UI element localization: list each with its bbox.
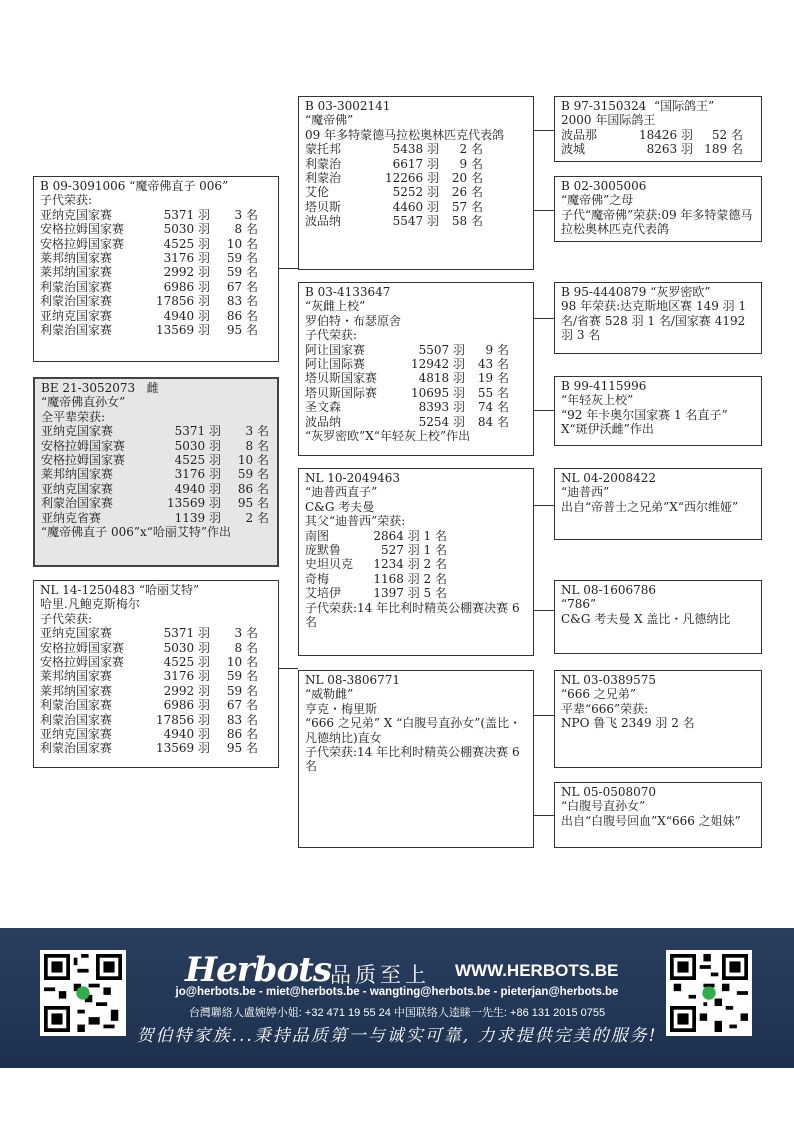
card-line: “威勒雌” xyxy=(305,687,354,702)
race-name: 亚纳克国家赛 xyxy=(40,207,113,222)
race-name: 利蒙治 xyxy=(305,171,342,186)
placing: 57 名 xyxy=(451,199,483,214)
card-line: 亨克・梅里斯 xyxy=(305,701,378,716)
bird-count: 2864 羽 1 名 xyxy=(373,528,447,543)
ddd-card xyxy=(554,782,762,848)
placing: 43 名 xyxy=(477,357,509,372)
placing: 55 名 xyxy=(477,385,509,400)
card-line: “迪普西直子” xyxy=(305,485,378,500)
card-description: “666 之兄弟” X “白腹号直孙女”(盖比・凡德纳比)直女 xyxy=(305,716,522,745)
placing: 59 名 xyxy=(226,683,258,698)
result-row xyxy=(40,698,272,712)
bird-count: 13569 羽 xyxy=(156,741,210,756)
placing: 59 名 xyxy=(226,265,258,280)
result-row xyxy=(305,142,527,156)
result-row xyxy=(305,586,527,600)
race-name: 塔贝斯国家赛 xyxy=(305,371,378,386)
ring-number: B 03-4133647 xyxy=(305,285,391,299)
placing: 2 名 xyxy=(245,510,269,525)
card-line: 哈里.凡鲍克斯梅尔 xyxy=(40,597,140,612)
race-name: 波品纳 xyxy=(305,214,342,229)
race-name: 史坦贝克 xyxy=(305,557,354,572)
card-footnote: “魔帝佛直子 006”x“哈丽艾特”作出 xyxy=(41,525,232,540)
placing: 19 名 xyxy=(477,371,509,386)
placing: 10 名 xyxy=(226,655,258,670)
bird-count: 8263 羽 xyxy=(646,142,693,157)
placing: 95 名 xyxy=(226,741,258,756)
bird-count: 4460 羽 xyxy=(392,199,439,214)
placing: 95 名 xyxy=(226,323,258,338)
race-name: 阿让国际赛 xyxy=(305,357,366,372)
ring-number: NL 04-2008422 xyxy=(561,471,657,485)
result-row xyxy=(305,400,527,414)
card-description: 出自“帝普士之兄弟”X“西尔维娅” xyxy=(561,499,739,514)
bird-count: 4525 羽 xyxy=(174,453,221,468)
dam-sire-card xyxy=(298,468,534,656)
bird-count: 4525 羽 xyxy=(163,236,210,251)
bird-count: 5030 羽 xyxy=(174,438,221,453)
connector xyxy=(534,715,554,716)
result-row xyxy=(305,529,527,543)
placing: 59 名 xyxy=(226,251,258,266)
result-row xyxy=(41,453,271,467)
bird-count: 1168 羽 2 名 xyxy=(373,571,447,586)
card-line: “魔帝佛” xyxy=(305,113,354,128)
result-row xyxy=(40,323,272,337)
placing: 189 名 xyxy=(704,142,743,157)
bird-count: 12942 羽 xyxy=(411,357,465,372)
connector xyxy=(534,815,554,816)
card-line: 平辈“666”荣获: xyxy=(561,701,649,716)
race-name: 利蒙治国家赛 xyxy=(40,698,113,713)
result-row xyxy=(41,511,271,525)
result-row xyxy=(305,343,527,357)
connector xyxy=(534,505,554,506)
ring-number: NL 05-0508070 xyxy=(561,785,657,799)
placing: 84 名 xyxy=(477,414,509,429)
bird-count: 2992 羽 xyxy=(163,265,210,280)
placing: 9 名 xyxy=(459,156,483,171)
placing: 9 名 xyxy=(485,342,509,357)
card-line: “年轻灰上校” xyxy=(561,393,634,408)
bird-count: 6986 羽 xyxy=(163,698,210,713)
result-row xyxy=(40,669,272,683)
dam-dam-card xyxy=(298,670,534,848)
result-row xyxy=(40,237,272,251)
race-name: 波城 xyxy=(561,142,586,157)
bird-count: 8393 羽 xyxy=(418,400,465,415)
placing: 59 名 xyxy=(226,669,258,684)
race-name: 莱邦纳国家赛 xyxy=(40,669,113,684)
brand-logo: Herbots xyxy=(185,950,331,990)
card-line: 子代荣获: xyxy=(305,328,358,343)
race-name: 南图 xyxy=(305,528,330,543)
bird-count: 1234 羽 2 名 xyxy=(373,557,447,572)
race-name: 塔贝斯 xyxy=(305,199,342,214)
result-row xyxy=(305,214,527,228)
race-name: 安格拉姆国家赛 xyxy=(40,222,125,237)
race-name: 波品那 xyxy=(561,127,598,142)
race-name: 艾培伊 xyxy=(305,586,342,601)
ring-number: B 99-4115996 xyxy=(561,379,647,393)
race-name: 庞默鲁 xyxy=(305,543,342,558)
bird-count: 13569 羽 xyxy=(156,323,210,338)
race-name: 安格拉姆国家赛 xyxy=(40,655,125,670)
race-name: 利蒙治国家赛 xyxy=(40,712,113,727)
placing: 58 名 xyxy=(451,214,483,229)
bird-count: 5371 羽 xyxy=(174,424,221,439)
sdd-card xyxy=(554,376,762,446)
result-row xyxy=(41,482,271,496)
card-line: “灰雌上校” xyxy=(305,299,366,314)
placing: 67 名 xyxy=(226,698,258,713)
result-row xyxy=(305,371,527,385)
sire-sire-card xyxy=(298,96,534,270)
placing: 8 名 xyxy=(234,640,258,655)
race-name: 阿让国家赛 xyxy=(305,342,366,357)
ring-number: B 09-3091006 “魔帝佛直子 006” xyxy=(40,179,229,193)
result-row xyxy=(40,626,272,640)
dds-card xyxy=(554,670,762,768)
placing: 67 名 xyxy=(226,279,258,294)
result-row xyxy=(305,415,527,429)
result-row xyxy=(561,128,755,142)
result-row xyxy=(305,185,527,199)
result-row xyxy=(305,543,527,557)
ring-number: NL 08-3806771 xyxy=(305,673,401,687)
race-name: 亚纳克国家赛 xyxy=(41,481,114,496)
card-line: 其父“迪普西”荣获: xyxy=(305,514,406,529)
footer-banner xyxy=(0,928,794,1068)
placing: 83 名 xyxy=(226,294,258,309)
card-description: C&G 考夫曼 X 盖比・凡德纳比 xyxy=(561,611,731,626)
race-name: 莱邦纳国家赛 xyxy=(41,467,114,482)
bird-count: 5371 羽 xyxy=(163,626,210,641)
placing: 86 名 xyxy=(226,727,258,742)
connector xyxy=(534,210,554,211)
bird-count: 5371 羽 xyxy=(163,207,210,222)
sds-card xyxy=(554,282,762,354)
result-row xyxy=(40,294,272,308)
qr-icon xyxy=(670,954,748,1032)
bird-count: 5030 羽 xyxy=(163,640,210,655)
result-row xyxy=(40,265,272,279)
ring-number: NL 14-1250483 “哈丽艾特” xyxy=(40,583,200,597)
bird-count: 2992 羽 xyxy=(163,683,210,698)
result-row xyxy=(40,641,272,655)
placing: 74 名 xyxy=(477,400,509,415)
sire-card xyxy=(33,176,279,362)
connector xyxy=(278,268,298,269)
result-row xyxy=(40,251,272,265)
placing: 52 名 xyxy=(711,127,743,142)
race-name: 亚纳克国家赛 xyxy=(40,308,113,323)
bird-count: 6986 羽 xyxy=(163,279,210,294)
result-row xyxy=(305,171,527,185)
result-row xyxy=(305,557,527,571)
sss-card xyxy=(554,96,762,162)
result-row xyxy=(40,208,272,222)
card-line: C&G 考夫曼 xyxy=(305,499,375,514)
result-row xyxy=(41,424,271,438)
ring-number: NL 10-2049463 xyxy=(305,471,401,485)
bird-count: 6617 羽 xyxy=(392,156,439,171)
bird-count: 17856 羽 xyxy=(156,294,210,309)
card-line: “白腹号直孙女” xyxy=(561,799,646,814)
bird-count: 5030 羽 xyxy=(163,222,210,237)
card-description: 09 年多特蒙德马拉松奥林匹克代表鸽 xyxy=(305,127,505,142)
bird-count: 1139 羽 xyxy=(174,510,221,525)
race-name: 利蒙治国家赛 xyxy=(40,741,113,756)
placing: 3 名 xyxy=(234,626,258,641)
result-row xyxy=(40,280,272,294)
subject-card xyxy=(33,377,279,567)
race-name: 塔贝斯国际赛 xyxy=(305,385,378,400)
bird-count: 5438 羽 xyxy=(392,142,439,157)
result-row xyxy=(40,741,272,755)
result-row xyxy=(40,713,272,727)
race-name: 波品纳 xyxy=(305,414,342,429)
race-name: 莱邦纳国家赛 xyxy=(40,683,113,698)
result-row xyxy=(305,157,527,171)
card-description: “92 年卡奥尔国家赛 1 名直子” X“斑伊沃雌”作出 xyxy=(561,407,728,437)
placing: 26 名 xyxy=(451,185,483,200)
result-row xyxy=(305,572,527,586)
race-name: 蒙托邦 xyxy=(305,142,342,157)
website-link[interactable]: WWW.HERBOTS.BE xyxy=(455,961,619,980)
connector xyxy=(534,318,554,319)
result-row xyxy=(40,684,272,698)
result-row xyxy=(41,467,271,481)
race-name: 亚纳克省赛 xyxy=(41,510,102,525)
race-name: 亚纳克国家赛 xyxy=(40,626,113,641)
race-name: 利蒙治国家赛 xyxy=(40,279,113,294)
card-footnote: 子代荣获:14 年比利时精英公棚赛决赛 6 名 xyxy=(305,600,520,630)
bird-count: 5254 羽 xyxy=(418,414,465,429)
ring-number: B 95-4440879 “灰罗密欧” xyxy=(561,285,711,299)
placing: 20 名 xyxy=(451,171,483,186)
ring-number: NL 08-1606786 xyxy=(561,583,657,597)
brand-tagline: 品质至上 xyxy=(330,963,430,987)
connector xyxy=(534,610,554,611)
bird-count: 18426 羽 xyxy=(639,127,693,142)
placing: 10 名 xyxy=(226,236,258,251)
race-name: 安格拉姆国家赛 xyxy=(40,640,125,655)
race-name: 莱邦纳国家赛 xyxy=(40,265,113,280)
race-name: 亚纳克国家赛 xyxy=(41,424,114,439)
bird-count: 527 羽 1 名 xyxy=(381,543,447,558)
placing: 3 名 xyxy=(245,424,269,439)
race-name: 利蒙治国家赛 xyxy=(41,496,114,511)
contact-phones: 台灣聯絡人盧婉婷小姐: +32 471 19 55 24 中国联络人逵睐一先生: +86 131 2015 0755 xyxy=(188,1007,606,1019)
card-line: “786” xyxy=(561,597,597,612)
bird-count: 13569 羽 xyxy=(167,496,221,511)
race-name: 安格拉姆国家赛 xyxy=(40,236,125,251)
ring-number: NL 03-0389575 xyxy=(561,673,657,687)
bird-count: 3176 羽 xyxy=(163,251,210,266)
card-line: 罗伯特・布瑟原舍 xyxy=(305,313,402,328)
contact-emails[interactable]: jo@herbots.be - miet@herbots.be - wangting@herbots.be - pieterjan@herbots.be xyxy=(175,986,619,998)
card-line: “魔帝佛直孙女” xyxy=(41,395,126,410)
card-line: NPO 鲁飞 2349 羽 2 名 xyxy=(561,716,695,731)
bird-count: 4940 羽 xyxy=(163,308,210,323)
result-row xyxy=(41,496,271,510)
race-name: 亚纳克国家赛 xyxy=(40,727,113,742)
sire-dam-card xyxy=(298,282,534,456)
bird-count: 3176 羽 xyxy=(163,669,210,684)
card-footnote: “灰罗密欧”X“年轻灰上校”作出 xyxy=(305,429,471,444)
bird-count: 10695 羽 xyxy=(411,385,465,400)
placing: 10 名 xyxy=(237,453,269,468)
placing: 8 名 xyxy=(234,222,258,237)
result-row xyxy=(561,142,755,156)
result-row xyxy=(41,439,271,453)
placing: 8 名 xyxy=(245,438,269,453)
race-name: 奇梅 xyxy=(305,571,330,586)
bird-count: 4940 羽 xyxy=(174,481,221,496)
bird-count: 12266 羽 xyxy=(385,171,439,186)
race-name: 莱邦纳国家赛 xyxy=(40,251,113,266)
race-name: 圣文森 xyxy=(305,400,342,415)
bird-count: 5252 羽 xyxy=(392,185,439,200)
race-name: 利蒙治国家赛 xyxy=(40,323,113,338)
race-name: 利蒙治国家赛 xyxy=(40,294,113,309)
result-row xyxy=(305,200,527,214)
race-name: 安格拉姆国家赛 xyxy=(41,453,126,468)
connector xyxy=(534,130,554,131)
ring-number: B 02-3005006 xyxy=(561,179,647,193)
bird-count: 5547 羽 xyxy=(392,214,439,229)
result-row xyxy=(40,727,272,741)
race-name: 利蒙治 xyxy=(305,156,342,171)
bird-count: 4525 羽 xyxy=(163,655,210,670)
qr-code-right xyxy=(666,950,752,1036)
dsd-card xyxy=(554,580,762,654)
card-line: 2000 年国际鸽王 xyxy=(561,113,656,128)
bird-count: 4818 羽 xyxy=(418,371,465,386)
card-line: 全平辈荣获: xyxy=(41,409,106,424)
ring-number: B 97-3150324 “国际鸽王” xyxy=(561,99,715,113)
result-row xyxy=(40,309,272,323)
result-row xyxy=(40,222,272,236)
card-line: 子代荣获: xyxy=(40,193,93,208)
card-line: “魔帝佛”之母 xyxy=(561,193,634,208)
card-description: 98 年荣获:达克斯地区赛 149 羽 1 名/省赛 528 羽 1 名/国家赛 4192 羽 3 名 xyxy=(561,299,747,343)
bird-count: 5507 羽 xyxy=(418,342,465,357)
result-row xyxy=(305,357,527,371)
ring-number: B 03-3002141 xyxy=(305,99,391,113)
card-line: 子代荣获: xyxy=(40,611,93,626)
result-row xyxy=(305,386,527,400)
dss-card xyxy=(554,468,762,540)
race-name: 艾伦 xyxy=(305,185,330,200)
placing: 83 名 xyxy=(226,712,258,727)
connector xyxy=(278,668,298,669)
placing: 3 名 xyxy=(234,207,258,222)
bird-count: 3176 羽 xyxy=(174,467,221,482)
card-line: “666 之兄弟” xyxy=(561,687,636,702)
dam-card xyxy=(33,580,279,768)
ring-number: BE 21-3052073 雌 xyxy=(41,381,159,395)
card-description: 子代“魔帝佛”荣获:09 年多特蒙德马拉松奥林匹克代表鸽 xyxy=(561,207,753,237)
connector xyxy=(534,410,554,411)
brand-slogan: 贺伯特家族...秉持品质第一与诚实可靠, 力求提供完美的服务! xyxy=(136,1026,658,1046)
placing: 95 名 xyxy=(237,496,269,511)
bird-count: 4940 羽 xyxy=(163,727,210,742)
result-row xyxy=(40,655,272,669)
placing: 86 名 xyxy=(226,308,258,323)
bird-count: 1397 羽 5 名 xyxy=(373,586,447,601)
card-footnote: 子代荣获:14 年比利时精英公棚赛决赛 6 名 xyxy=(305,745,520,774)
ssd-card xyxy=(554,176,762,242)
bird-count: 17856 羽 xyxy=(156,712,210,727)
race-name: 安格拉姆国家赛 xyxy=(41,438,126,453)
placing: 59 名 xyxy=(237,467,269,482)
placing: 86 名 xyxy=(237,481,269,496)
card-line: “迪普西” xyxy=(561,485,610,500)
card-description: 出自“白腹号回血”X“666 之姐妹” xyxy=(561,813,741,828)
placing: 2 名 xyxy=(459,142,483,157)
